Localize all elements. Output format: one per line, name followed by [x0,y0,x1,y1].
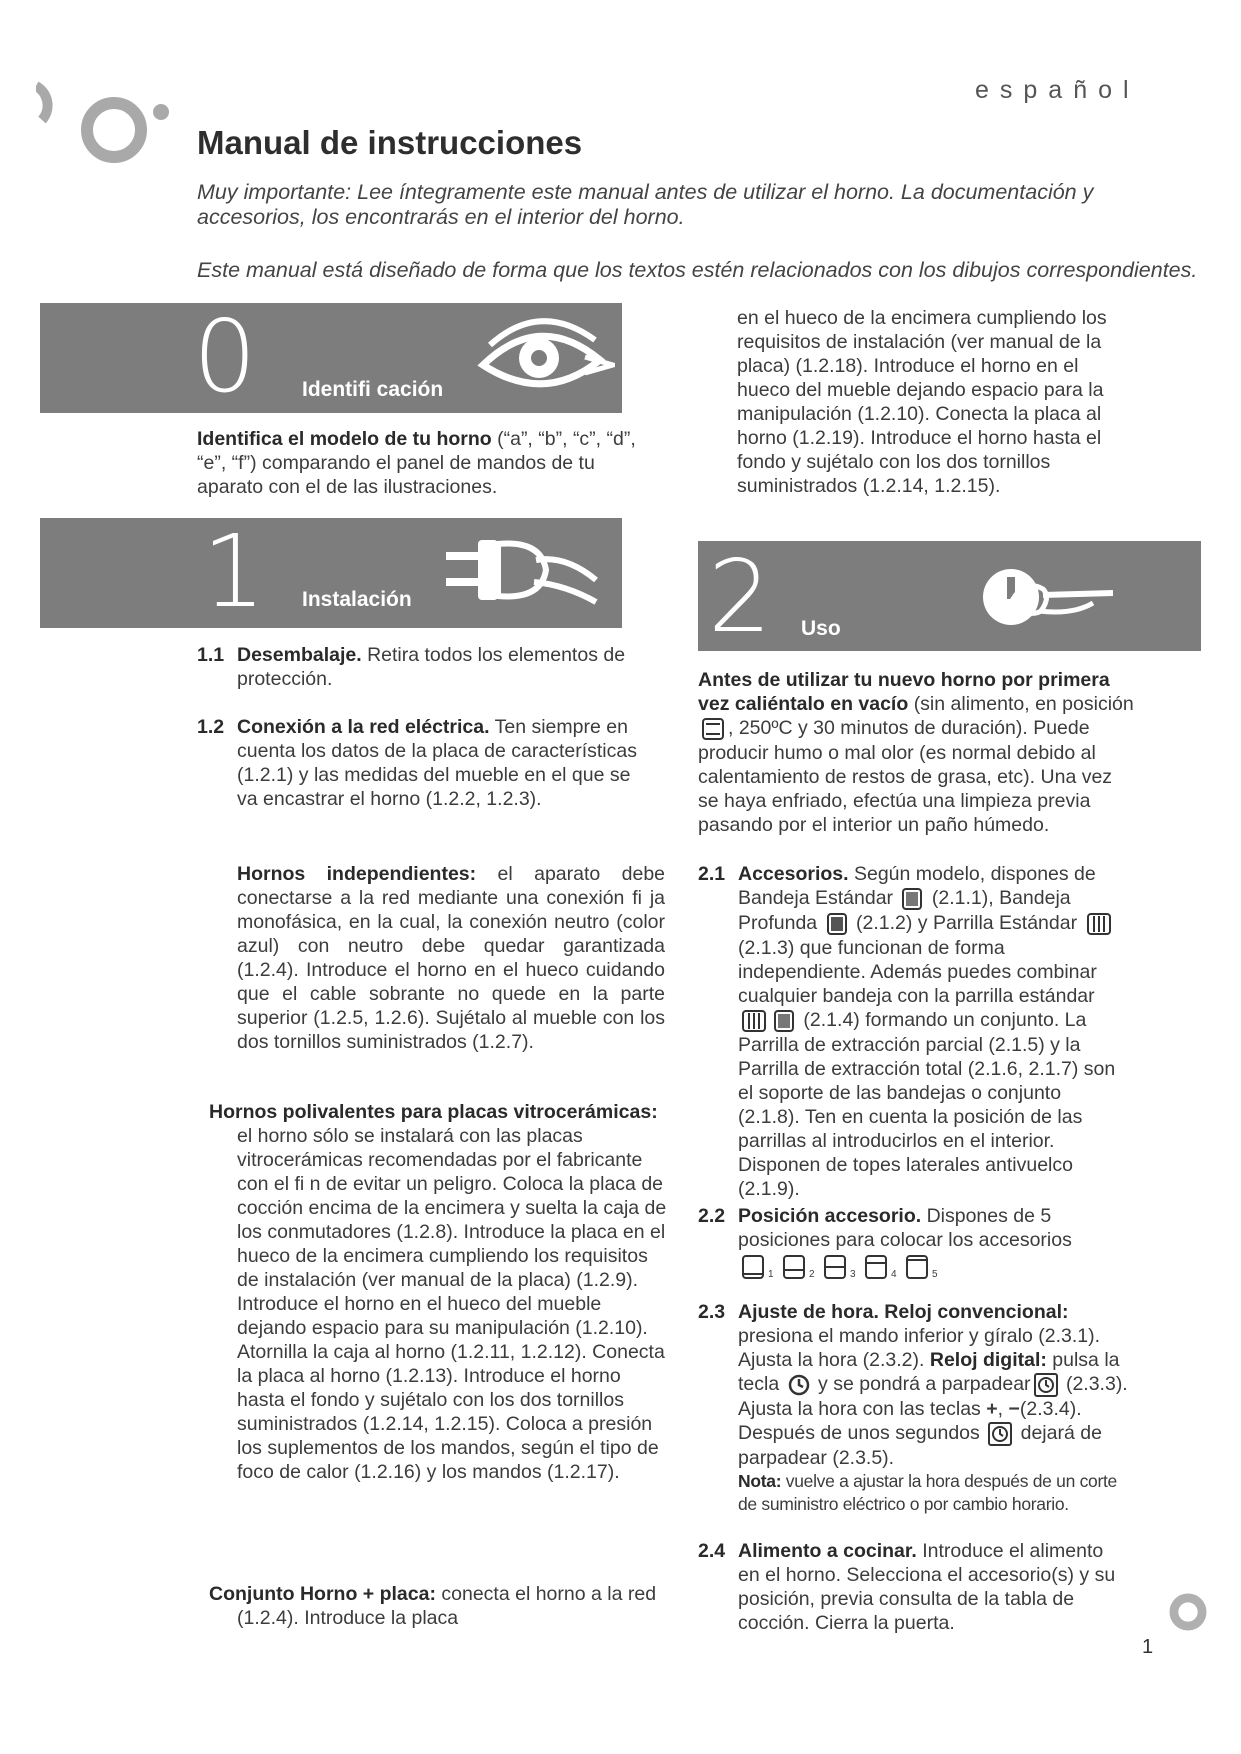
standard-tray-icon [901,887,923,911]
section-1-banner [40,518,622,628]
tray-icon [773,1009,795,1033]
section-0-label: Identifi cación [302,378,444,401]
position-2-icon: 2 [779,1255,815,1277]
section-1-label: Instalación [302,588,412,611]
section-2-2: 2.2 Posición accesorio. Dispones de 5 posiciones para colocar los accesorios $_1$ $_2$ $_3$ $_4$ $_5$ [698,1204,1128,1287]
installation-continued: en el hueco de la encimera cumpliendo los requisitos de instalación (ver manual de la placa) (1.2.18). Introduce el horno en el hueco del mueble dejando espacio para la manipulación (1.2.10). Conecta la placa al horno (1.2.19). Introduce el horno hasta el fondo y sujétalo con los dos tornillos suministrados (1.2.14, 1.2.15). [737,307,1107,497]
section-1-2: 1.2 Conexión a la red eléctrica. Ten siempre en cuenta los datos de la placa de características (1.2.1) y las medidas del mueble en el que se va encastrar el horno (1.2.2, 1.2.3). [197,716,637,810]
minus-key-icon: − [1008,1397,1020,1420]
section-1-number: 1 [202,518,266,628]
grill-icon [741,1009,767,1033]
section-1-1: 1.1 Desembalaje. Retira todos los elementos de protección. [197,644,626,690]
language-label: español [975,76,1140,104]
standard-grill-icon [1086,912,1112,936]
section-2-3: 2.3 Ajuste de hora. Reloj convencional: presiona el mando inferior y gíralo (2.3.1). Ajusta la hora (2.3.2). Reloj digital: pulsa la tecla y se pondrá a parpadear (2.3.3). Ajusta la hora con las teclas +, −(2.3.4). Después de unos segundos dejará de parpadear (2.3.5). Nota: vuelve a ajustar la hora después de un corte de suministro eléctrico o por cambio horario. [698,1301,1128,1514]
footer-ring-icon [1166,1588,1210,1636]
deep-tray-icon [826,912,848,936]
section-2-intro: Antes de utilizar tu nuevo horno por primera vez caliéntalo en vacío (sin alimento, en posición , 250ºC y 30 minutos de duración). Puede producir humo o mal olor (es normal debido al calentamiento de restos de grasa, etc). Una vez se haya enfriado, efectúa una limpieza previa pasando por el interior un paño húmedo. [698,669,1134,836]
position-1-icon: 1 [738,1255,774,1277]
section-0-banner [40,303,622,413]
position-icons [738,1254,1128,1287]
section-0-text: Identifica el modelo de tu horno (“a”, “b”, “c”, “d”, “e”, “f”) comparando el panel de mandos de tu aparato con el de las ilustraciones. [197,428,636,498]
eye-icon [475,315,615,405]
oven-top-bottom-heat-icon [701,717,725,741]
independent-ovens: Hornos independientes: el aparato debe conectarse a la red mediante una conexión fi ja monofásica, en la cual, la conexión neutro (color azul) con neutro debe quedar garantizada (1.2.4). Introduce el horno en el hueco cuidando que el cable sobrante no quede en la parte superior (1.2.5, 1.2.6). Sujétalo al mueble con los dos tornillos suministrados (1.2.7). [237,863,666,1053]
position-5-icon: 5 [902,1255,938,1277]
plug-icon [446,530,606,620]
section-0-number: 0 [193,303,257,413]
multipurpose-ovens: Hornos polivalentes para placas vitrocerámicas: el horno sólo se instalará con las placas vitrocerámicas recomendadas por el fabricante con el fi n de evitar un peligro. Coloca la placa de cocción encima de la encimera y suelta la caja de los conmutadores (1.2.8). Introduce la placa en el hueco de la encimera cumpliendo los requisitos de instalación (ver manual de la placa) (1.2.9). Introduce el horno en el hueco del mueble dejando espacio para su manipulación (1.2.10). Atornilla la caja al horno (1.2.11, 1.2.12). Conecta la placa al horno (1.2.13). Introduce el horno hasta el fondo y sujétalo con los dos tornillos suministrados (1.2.14, 1.2.15). Coloca a presión los suplementos de los mandos, según el tipo de foco de calor (1.2.16) y los mandos (1.2.17). [209,1101,667,1483]
oven-hob-set: Conjunto Horno + placa: conecta el horno a la red (1.2.4). Introduce la placa [209,1583,657,1629]
clock-key-icon [788,1374,810,1396]
position-3-icon: 3 [820,1255,856,1277]
intro-text: Muy importante: Lee íntegramente este manual antes de utilizar el horno. La documentación y accesorios, los encontrarás en el interior del horno. [197,180,1094,229]
section-2-1: 2.1 Accesorios. Según modelo, dispones de Bandeja Estándar (2.1.1), Bandeja Profunda (2.1.2) y Parrilla Estándar (2.1.3) que funcionan de forma independiente. Además puedes combinar cualquier bandeja con la parrilla estándar (2.1.4) formando un conjunto. La Parrilla de extracción parcial (2.1.5) y la Parrilla de extracción total (2.1.6, 2.1.7) son el soporte de las bandejas o conjunto (2.1.8). Ten en cuenta la posición de las parrillas al introducirlos en el interior. Disponen de topes laterales antivuelco (2.1.9). [698,863,1116,1200]
brand-logo-icon [36,78,176,188]
intro-text-2: Este manual está diseñado de forma que los textos estén relacionados con los dibujos correspondientes. [197,258,1198,282]
section-2-4: 2.4 Alimento a cocinar. Introduce el alimento en el horno. Selecciona el accesorio(s) y su posición, previa consulta de la tabla de cocción. Cierra la puerta. [698,1540,1116,1634]
clock-display-icon-2 [988,1422,1012,1446]
position-4-icon: 4 [861,1255,897,1277]
page-number: 1 [1142,1636,1154,1658]
plus-key-icon: + [986,1397,998,1420]
page-title: Manual de instrucciones [197,124,583,161]
finger-press-icon [973,559,1123,639]
section-2-number: 2 [708,541,772,651]
section-2-banner [698,541,1201,651]
clock-display-icon [1034,1373,1058,1397]
section-2-label: Uso [801,617,841,640]
clock-note: Nota: vuelve a ajustar la hora después de un corte de suministro eléctrico o por cambio horario. [738,1470,1117,1514]
